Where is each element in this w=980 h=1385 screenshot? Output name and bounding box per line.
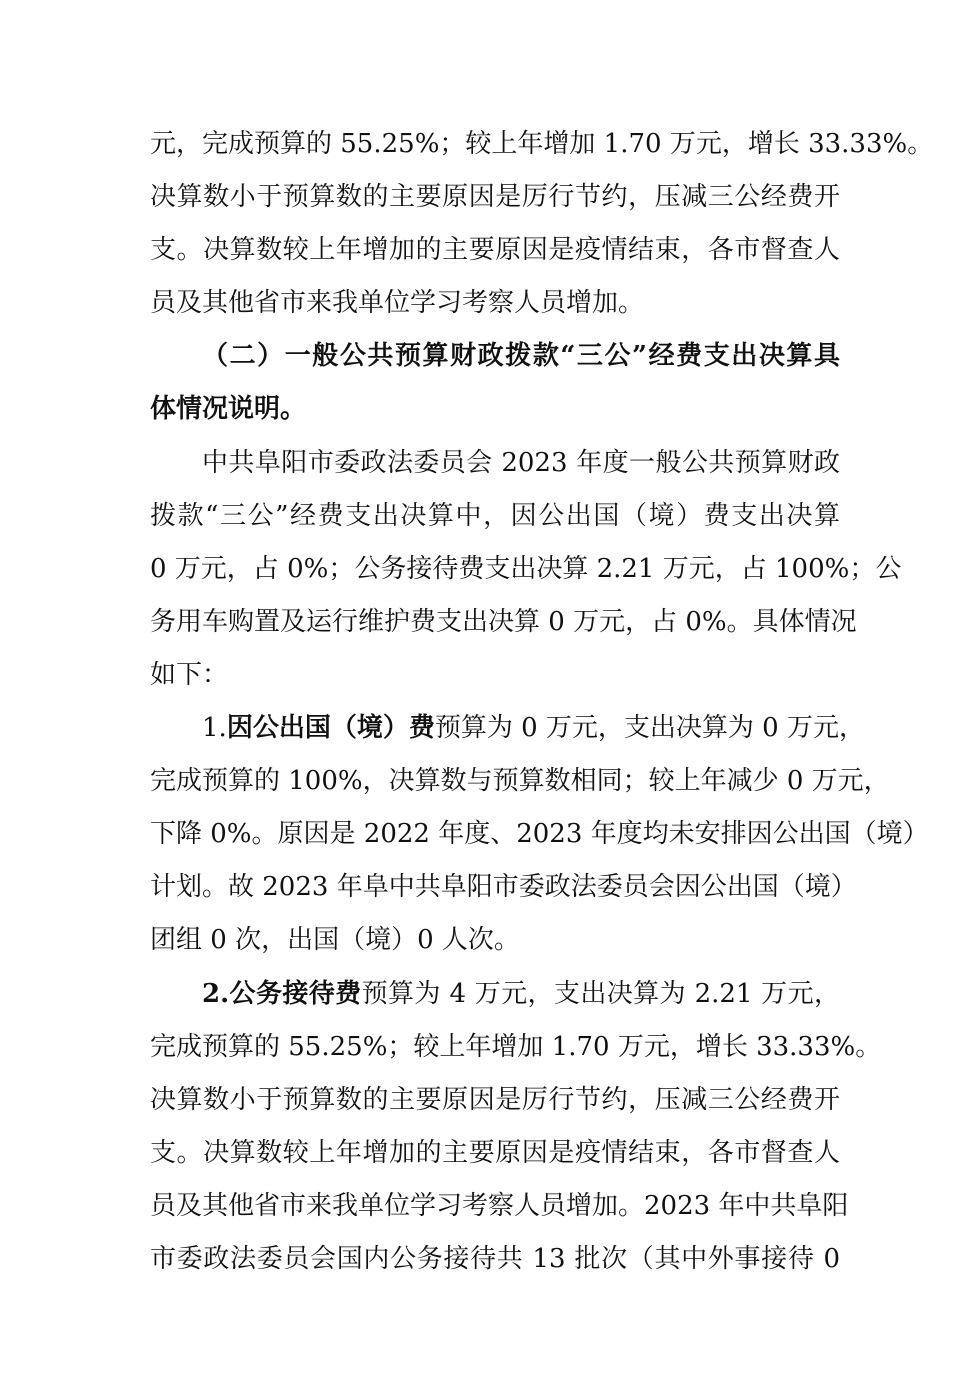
- item-text: 预算为 4 万元，支出决算为 2.21 万元，: [361, 979, 840, 1009]
- item-2-line: [202, 974, 840, 1014]
- text-line: 市委政法委员会国内公务接待共 13 批次（其中外事接待 0: [150, 1244, 840, 1274]
- text-line: 决算数小于预算数的主要原因是厉行节约，压减三公经费开: [150, 182, 840, 212]
- item-title: 因公出国（境）费: [226, 713, 435, 743]
- item-number: 1.: [202, 713, 227, 743]
- text-line: 拨款“三公”经费支出决算中，因公出国（境）费支出决算: [150, 501, 840, 531]
- text-line: 元，完成预算的 55.25%；较上年增加 1.70 万元，增长 33.33%。: [150, 129, 934, 159]
- item-text: 预算为 0 万元，支出决算为 0 万元，: [434, 713, 865, 743]
- text-line: 下降 0%。原因是 2022 年度、2023 年度均未安排因公出国（境）: [150, 819, 929, 849]
- text-line: 完成预算的 55.25%；较上年增加 1.70 万元，增长 33.33%。: [150, 1032, 882, 1062]
- text-line: 员及其他省市来我单位学习考察人员增加。2023 年中共阜阳: [150, 1191, 849, 1221]
- text-line: 计划。故 2023 年阜中共阜阳市委政法委员会因公出国（境）: [150, 872, 857, 902]
- text-line: 务用车购置及运行维护费支出决算 0 万元，占 0%。具体情况: [150, 607, 857, 637]
- text-line: 中共阜阳市委政法委员会 2023 年度一般公共预算财政: [202, 448, 840, 478]
- item-title: 2.公务接待费: [202, 979, 362, 1009]
- text-line: 支。决算数较上年增加的主要原因是疫情结束，各市督查人: [150, 235, 840, 265]
- text-line: 员及其他省市来我单位学习考察人员增加。: [150, 288, 645, 318]
- section-heading: （二）一般公共预算财政拨款“三公”经费支出决算具: [202, 341, 840, 371]
- text-line: 决算数小于预算数的主要原因是厉行节约，压减三公经费开: [150, 1085, 840, 1115]
- text-line: 0 万元，占 0%；公务接待费支出决算 2.21 万元，占 100%；公: [150, 554, 902, 584]
- text-line: 支。决算数较上年增加的主要原因是疫情结束，各市督查人: [150, 1138, 840, 1168]
- text-line: 如下：: [150, 660, 229, 690]
- item-1-line: [202, 708, 865, 748]
- section-heading-cont: 体情况说明。: [150, 394, 307, 424]
- text-line: 团组 0 次，出国（境）0 人次。: [150, 925, 520, 955]
- text-line: 完成预算的 100%，决算数与预算数相同；较上年减少 0 万元，: [150, 766, 890, 796]
